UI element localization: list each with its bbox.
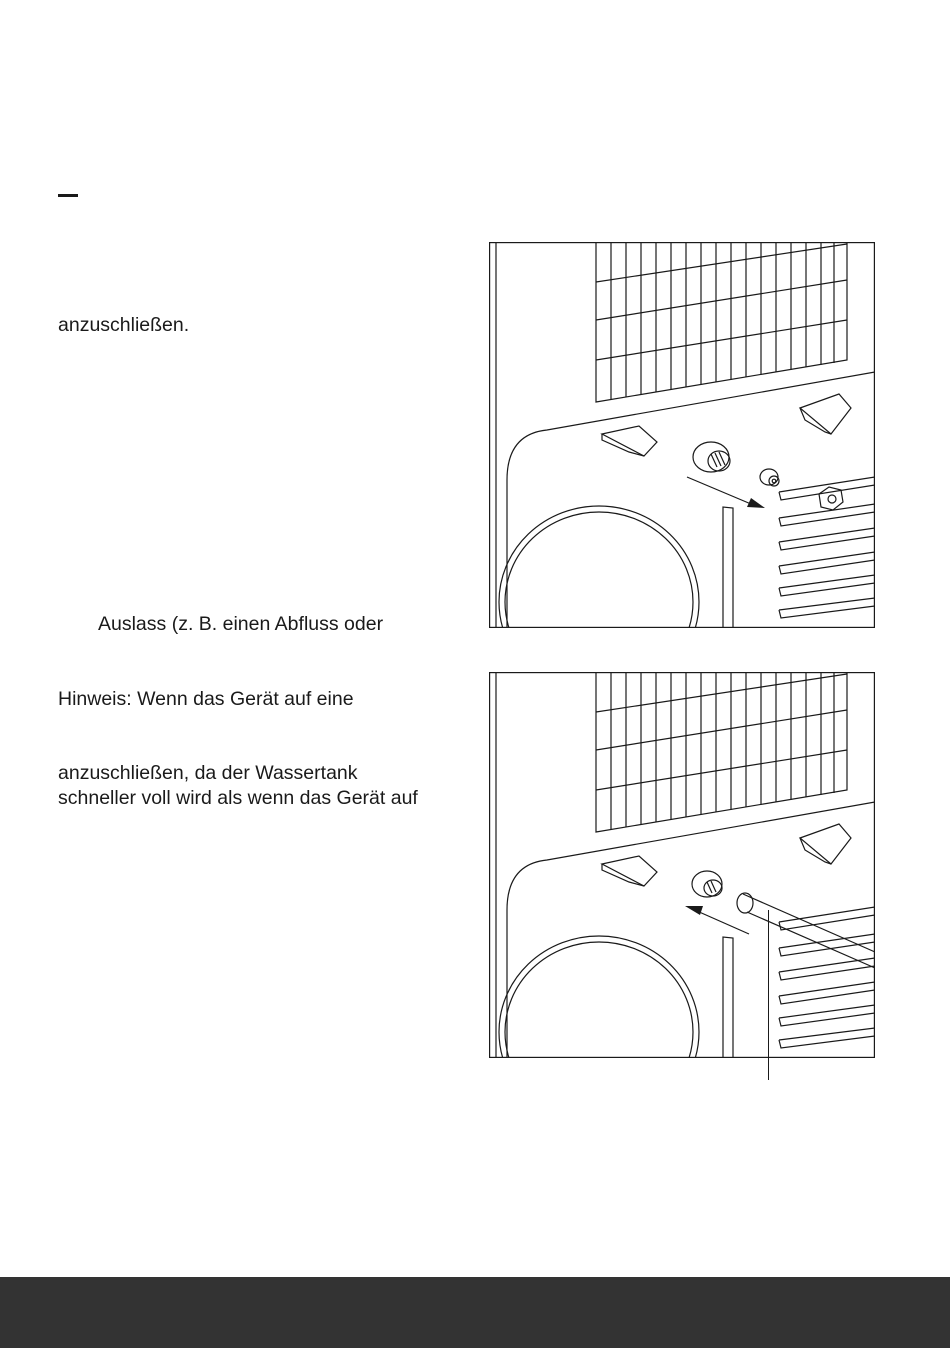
text-line-3: Hinweis: Wenn das Gerät auf eine [58, 688, 354, 710]
drain-cap [760, 469, 779, 486]
wheel-outer [499, 936, 699, 1058]
arrow-head [685, 906, 703, 915]
text-line-4: anzuschließen, da der Wassertank [58, 762, 358, 784]
slot [723, 937, 733, 1058]
air-filter-grille [596, 242, 847, 402]
drain-hose [737, 893, 875, 968]
section-dash [58, 194, 78, 197]
figure-drain-cap-removal [489, 242, 875, 628]
arrow-line [697, 911, 749, 934]
drain-outlet [693, 442, 730, 472]
slot [723, 507, 733, 628]
drain-outlet [692, 871, 722, 897]
callout-leader-line [768, 910, 769, 1080]
figure-drain-hose-attached [489, 672, 875, 1058]
text-line-1: anzuschließen. [58, 314, 190, 336]
wheel-outer [499, 506, 699, 628]
arrow-line [687, 477, 751, 504]
text-line-5: schneller voll wird als wenn das Gerät auf [58, 787, 418, 809]
text-line-2: Auslass (z. B. einen Abfluss oder [98, 613, 384, 635]
panel-outline [507, 802, 875, 1058]
arrow-head [747, 498, 765, 508]
air-filter-grille [596, 672, 847, 832]
footer-bar [0, 1277, 950, 1348]
side-vents [779, 477, 875, 618]
side-vents [779, 907, 875, 1048]
